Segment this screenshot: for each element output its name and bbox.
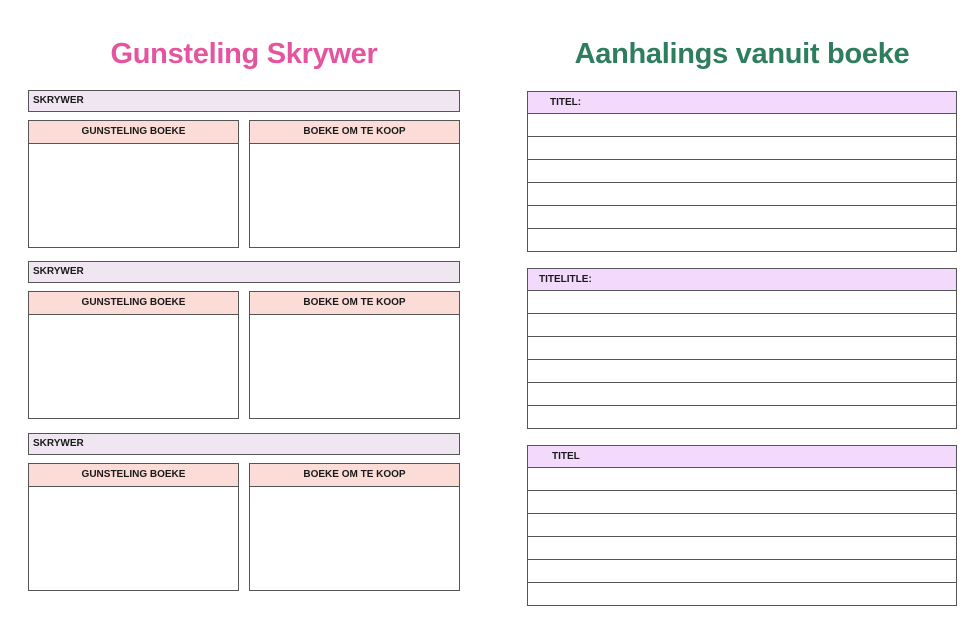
quote-line[interactable] [527,560,957,583]
quote-section [527,445,957,606]
quote-line[interactable] [527,383,957,406]
favorite-books-box[interactable] [28,120,239,248]
quote-line[interactable] [527,206,957,229]
quote-title-field[interactable]: TITELITLE: [527,268,957,291]
favorite-books-header: GUNSTELING BOEKE [29,464,238,487]
quote-line[interactable] [527,137,957,160]
books-to-buy-header: BOEKE OM TE KOOP [250,121,459,144]
quote-section [527,91,957,252]
author-section [28,433,460,593]
author-section [28,90,460,250]
books-to-buy-header: BOEKE OM TE KOOP [250,464,459,487]
book-quotes-title: Aanhalings vanuit boeke [574,38,910,70]
favorite-books-header: GUNSTELING BOEKE [29,292,238,315]
quote-line[interactable] [527,314,957,337]
favorite-author-title: Gunsteling Skrywer [110,38,378,70]
quote-line[interactable] [527,537,957,560]
books-to-buy-box[interactable] [249,120,460,248]
books-to-buy-box[interactable] [249,463,460,591]
quote-line[interactable] [527,114,957,137]
favorite-books-box[interactable] [28,291,239,419]
favorite-books-box[interactable] [28,463,239,591]
quote-line[interactable] [527,160,957,183]
quote-line[interactable] [527,468,957,491]
books-to-buy-box[interactable] [249,291,460,419]
author-field[interactable]: SKRYWER [28,261,460,283]
quote-line[interactable] [527,514,957,537]
quote-line[interactable] [527,360,957,383]
quote-title-field[interactable]: TITEL [527,445,957,468]
quote-line[interactable] [527,406,957,429]
quote-line[interactable] [527,183,957,206]
author-field[interactable]: SKRYWER [28,90,460,112]
quote-line[interactable] [527,491,957,514]
books-to-buy-header: BOEKE OM TE KOOP [250,292,459,315]
author-field[interactable]: SKRYWER [28,433,460,455]
quote-line[interactable] [527,291,957,314]
favorite-books-header: GUNSTELING BOEKE [29,121,238,144]
quote-line[interactable] [527,583,957,606]
quote-line[interactable] [527,229,957,252]
author-section [28,261,460,421]
quote-line[interactable] [527,337,957,360]
quote-title-field[interactable]: TITEL: [527,91,957,114]
quote-section [527,268,957,429]
